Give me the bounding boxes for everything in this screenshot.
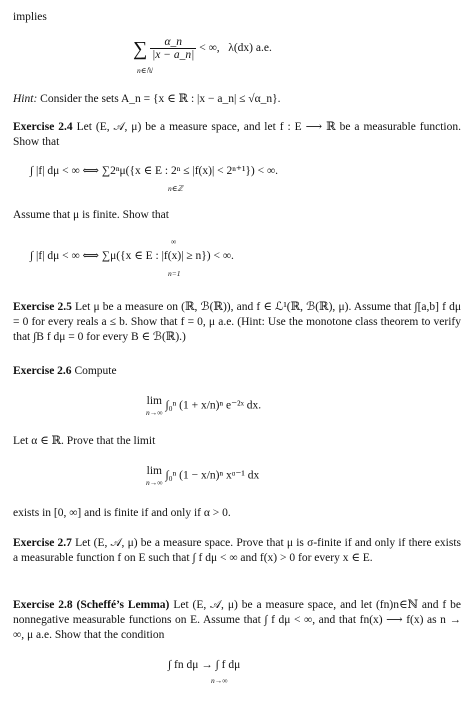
exercise-label: Exercise 2.6: [13, 365, 72, 377]
exercise-text: Compute: [74, 365, 117, 377]
limit: [146, 466, 163, 486]
alpha-paragraph: Let α ∈ ℝ. Prove that the limit: [13, 435, 156, 447]
equation-left: ∫ |f| dμ < ∞ ⟺ ∑: [30, 165, 111, 177]
existence-paragraph: exists in [0, ∞] and is finite if and only if α > 0.: [13, 507, 231, 519]
numerator: α_n: [150, 36, 196, 49]
integral-expression: ∫₀ⁿ (1 − x/n)ⁿ xᵅ⁻¹ dx: [165, 469, 260, 482]
limit: [146, 396, 163, 416]
lim-subscript: n→∞: [146, 477, 163, 487]
exercise-text: Let (E, 𝒜, μ) be a measure space. Prove that μ is σ-finite if and only if there exists a measurable function f on E such that ∫ f dμ < ∞ and f(x) > 0 for every x ∈ E.: [13, 537, 461, 565]
lim-word: lim: [146, 465, 162, 477]
equation-right: μ({x ∈ E : |f(x)| ≥ n}) < ∞.: [110, 250, 234, 262]
sum-symbol: ∑: [133, 37, 148, 60]
equation-convergence: [168, 658, 240, 673]
convergence-subscript: n→∞: [211, 676, 228, 685]
equation-tail-sum: [30, 249, 234, 264]
exercise-2-4: [13, 120, 461, 150]
exercise-label: Exercise 2.7: [13, 537, 72, 549]
denominator: |x − a_n|: [152, 49, 195, 62]
exercise-2-7: [13, 536, 461, 566]
hint-label: Hint:: [13, 93, 38, 105]
exercise-text: Let μ be a measure on (ℝ, ℬ(ℝ)), and f ∈ ℒ¹(ℝ, ℬ(ℝ), μ). Assume that ∫[a,b] f dμ = 0 for every reals a ≤ b. Show that f = 0, μ a.e. (Hint: Use the monotone class theorem to verify that ∫B f dμ = 0 for every B ∈ ℬ(ℝ).): [13, 301, 462, 344]
exercise-label: Exercise 2.8 (Scheffé’s Lemma): [13, 599, 170, 611]
convergence-expression: ∫ fn dμ → ∫ f dμ: [168, 659, 241, 671]
exercise-text: Let (E, 𝒜, μ) be a measure space, and let (fn)n∈ℕ and f be nonnegative measurable functions on E. Assume that ∫ f dμ < ∞, and that fn(x) ⟶ f(x) as n → ∞, μ a.e. Show that the condition: [13, 599, 462, 642]
hint-paragraph: [13, 92, 461, 107]
hint-text: Consider the sets A_n = {x ∈ ℝ : |x − a_n| ≤ √α_n}.: [40, 93, 281, 105]
sum-subscript: n=1: [168, 269, 181, 278]
relation: < ∞,: [199, 42, 220, 55]
equation-left: ∫ |f| dμ < ∞ ⟺ ∑: [30, 250, 111, 262]
equation-limit-power: [146, 466, 259, 486]
lim-subscript: n→∞: [146, 407, 163, 417]
equation-sum-alpha: [133, 36, 272, 61]
integral-expression: ∫₀ⁿ (1 + x/n)ⁿ e⁻²ˣ dx.: [165, 399, 262, 412]
exercise-label: Exercise 2.4: [13, 121, 73, 133]
lim-word: lim: [146, 395, 162, 407]
sum-subscript: n∈ℕ: [137, 66, 153, 75]
exercise-text: Let (E, 𝒜, μ) be a measure space, and let f : E ⟶ ℝ be a measurable function. Show that: [13, 121, 462, 149]
fraction: [150, 36, 196, 61]
implies-text: implies: [13, 11, 47, 23]
equation-dyadic: [30, 164, 278, 179]
exercise-label: Exercise 2.5: [13, 301, 72, 313]
exercise-2-6: [13, 364, 461, 379]
sum-subscript: n∈ℤ: [168, 184, 183, 193]
sum-superscript: ∞: [171, 237, 177, 246]
exercise-2-8: [13, 598, 461, 644]
measure-tail: λ(dx) a.e.: [228, 42, 272, 55]
equation-right: 2ⁿμ({x ∈ E : 2ⁿ ≤ |f(x)| < 2ⁿ⁺¹}) < ∞.: [110, 165, 279, 177]
exercise-2-5: [13, 300, 461, 346]
finite-paragraph: Assume that μ is finite. Show that: [13, 209, 169, 221]
equation-limit-exp: [146, 396, 261, 416]
